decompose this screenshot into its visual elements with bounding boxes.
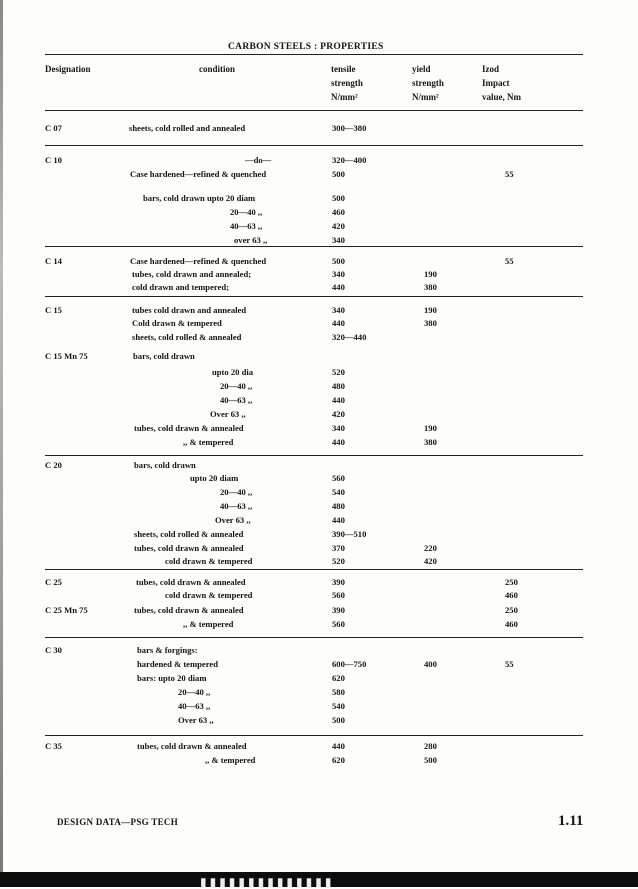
cell-condition: tubes, cold drawn & annealed [136,577,246,587]
cell-condition: tubes, cold drawn & annealed [134,423,244,433]
cell-condition: bars: upto 20 diam [137,673,207,683]
cell-condition: hardened & tempered [137,659,218,669]
cell-condition: Case hardened—refined & quenched [130,256,267,266]
cell-condition: 40—63 ,, [178,701,211,711]
cell-izod-impact: 250 [505,577,518,587]
page-number: 1.11 [558,813,584,829]
section-rule [45,569,583,570]
cell-condition: Over 63 ,, [178,715,214,725]
cell-condition: ,, & tempered [183,437,234,447]
cell-izod-impact: 55 [505,256,514,266]
cell-condition: 40—63 ,, [220,501,253,511]
section-rule [45,296,583,297]
cell-condition: cold drawn & tempered [165,590,253,600]
section-rule [45,455,583,456]
cell-tensile-strength: 340 [332,235,345,245]
cell-yield-strength: 380 [424,282,437,292]
cell-condition: bars, cold drawn [133,351,195,361]
cell-tensile-strength: 500 [332,256,345,266]
cell-tensile-strength: 440 [332,515,345,525]
cell-tensile-strength: 520 [332,556,345,566]
cell-tensile-strength: 520 [332,367,345,377]
cell-tensile-strength: 320—440 [332,332,367,342]
cell-condition: Over 63 ,, [210,409,246,419]
cell-designation: C 14 [45,256,62,266]
cell-condition: over 63 ,, [234,235,268,245]
cell-condition: upto 20 dia [212,367,254,377]
cell-condition: cold drawn & tempered [165,556,253,566]
cell-designation: C 25 Mn 75 [45,605,88,615]
cell-yield-strength: 420 [424,556,437,566]
cell-tensile-strength: 560 [332,619,345,629]
cell-yield-strength: 400 [424,659,437,669]
cell-condition: 20—40 ,, [220,381,253,391]
section-rule [45,637,583,638]
cell-condition: bars, cold drawn upto 20 diam [143,193,256,203]
cell-tensile-strength: 340 [332,269,345,279]
cell-tensile-strength: 440 [332,318,345,328]
section-rule [45,145,583,146]
cell-designation: C 15 Mn 75 [45,351,88,361]
cell-tensile-strength: 440 [332,395,345,405]
cell-yield-strength: 190 [424,423,437,433]
header-bottom-rule [45,110,583,111]
cell-designation: C 15 [45,305,62,315]
cell-condition: Case hardened—refined & quenched [130,169,267,179]
cell-designation: C 20 [45,460,62,470]
cell-designation: C 30 [45,645,62,655]
cell-tensile-strength: 500 [332,193,345,203]
scan-edge [0,0,3,887]
cell-tensile-strength: 370 [332,543,345,553]
cell-tensile-strength: 600—750 [332,659,367,669]
cell-yield-strength: 380 [424,318,437,328]
cell-yield-strength: 220 [424,543,437,553]
section-rule [45,246,583,247]
cell-yield-strength: 380 [424,437,437,447]
cell-condition: tubes, cold drawn & annealed [134,543,244,553]
cell-tensile-strength: 340 [332,305,345,315]
cell-tensile-strength: 620 [332,673,345,683]
cell-condition: Over 63 ,, [215,515,251,525]
cell-yield-strength: 280 [424,741,437,751]
header-top-rule [45,54,583,55]
cell-designation: C 07 [45,123,62,133]
cell-yield-strength: 190 [424,305,437,315]
cell-condition: tubes cold drawn and annealed [132,305,247,315]
cell-yield-strength: 190 [424,269,437,279]
section-rule [45,735,583,736]
cell-izod-impact: 55 [505,169,514,179]
cell-designation: C 10 [45,155,62,165]
cell-tensile-strength: 340 [332,423,345,433]
cell-condition: 40—63 ,, [220,395,253,405]
footer-source: DESIGN DATA—PSG TECH [57,817,179,827]
cell-designation: C 35 [45,741,62,751]
cell-condition: ,, & tempered [205,755,256,765]
cell-tensile-strength: 420 [332,409,345,419]
cell-tensile-strength: 480 [332,501,345,511]
cell-condition: 20—40 ,, [220,487,253,497]
cell-condition: tubes, cold drawn & annealed [137,741,247,751]
cell-condition: Cold drawn & tempered [132,318,222,328]
cell-tensile-strength: 390—510 [332,529,367,539]
cell-izod-impact: 250 [505,605,518,615]
cell-izod-impact: 460 [505,619,518,629]
cell-tensile-strength: 480 [332,381,345,391]
cell-yield-strength: 500 [424,755,437,765]
cell-tensile-strength: 390 [332,577,345,587]
cell-condition: 40—63 ,, [230,221,263,231]
col-header-tensile: tensile strength N/mm² [331,64,363,102]
cell-condition: 20—40 ,, [230,207,263,217]
cell-tensile-strength: 320—400 [332,155,367,165]
cell-tensile-strength: 300—380 [332,123,367,133]
cell-condition: —do— [245,155,272,165]
page-title: CARBON STEELS : PROPERTIES [228,42,384,52]
cell-tensile-strength: 620 [332,755,345,765]
col-header-yield: yield strength N/mm² [412,64,444,102]
cell-tensile-strength: 560 [332,473,345,483]
cell-condition: bars, cold drawn [134,460,196,470]
cell-tensile-strength: 440 [332,282,345,292]
cell-tensile-strength: 560 [332,590,345,600]
col-header-izod: Izod Impact value, Nm [482,64,521,102]
cell-tensile-strength: 540 [332,487,345,497]
cell-tensile-strength: 440 [332,437,345,447]
cell-izod-impact: 55 [505,659,514,669]
cell-condition: 20—40 ,, [178,687,211,697]
cell-tensile-strength: 500 [332,169,345,179]
cell-tensile-strength: 540 [332,701,345,711]
cell-designation: C 25 [45,577,62,587]
cell-tensile-strength: 580 [332,687,345,697]
cell-tensile-strength: 440 [332,741,345,751]
cell-condition: sheets, cold rolled & annealed [132,332,242,342]
cell-izod-impact: 460 [505,590,518,600]
scan-register-marks: ▮▮▮▮▮▮▮▮▮▮▮▮▮▮ [200,875,335,889]
cell-condition: bars & forgings: [137,645,198,655]
cell-condition: ,, & tempered [183,619,234,629]
col-header-designation: Designation [45,64,91,74]
cell-condition: sheets, cold rolled & annealed [134,529,244,539]
cell-tensile-strength: 390 [332,605,345,615]
cell-tensile-strength: 420 [332,221,345,231]
cell-condition: upto 20 diam [190,473,239,483]
cell-condition: sheets, cold rolled and annealed [129,123,246,133]
cell-tensile-strength: 460 [332,207,345,217]
cell-condition: tubes, cold drawn and annealed; [132,269,252,279]
col-header-condition: condition [199,64,236,74]
cell-condition: cold drawn and tempered; [132,282,229,292]
cell-condition: tubes, cold drawn & annealed [134,605,244,615]
cell-tensile-strength: 500 [332,715,345,725]
